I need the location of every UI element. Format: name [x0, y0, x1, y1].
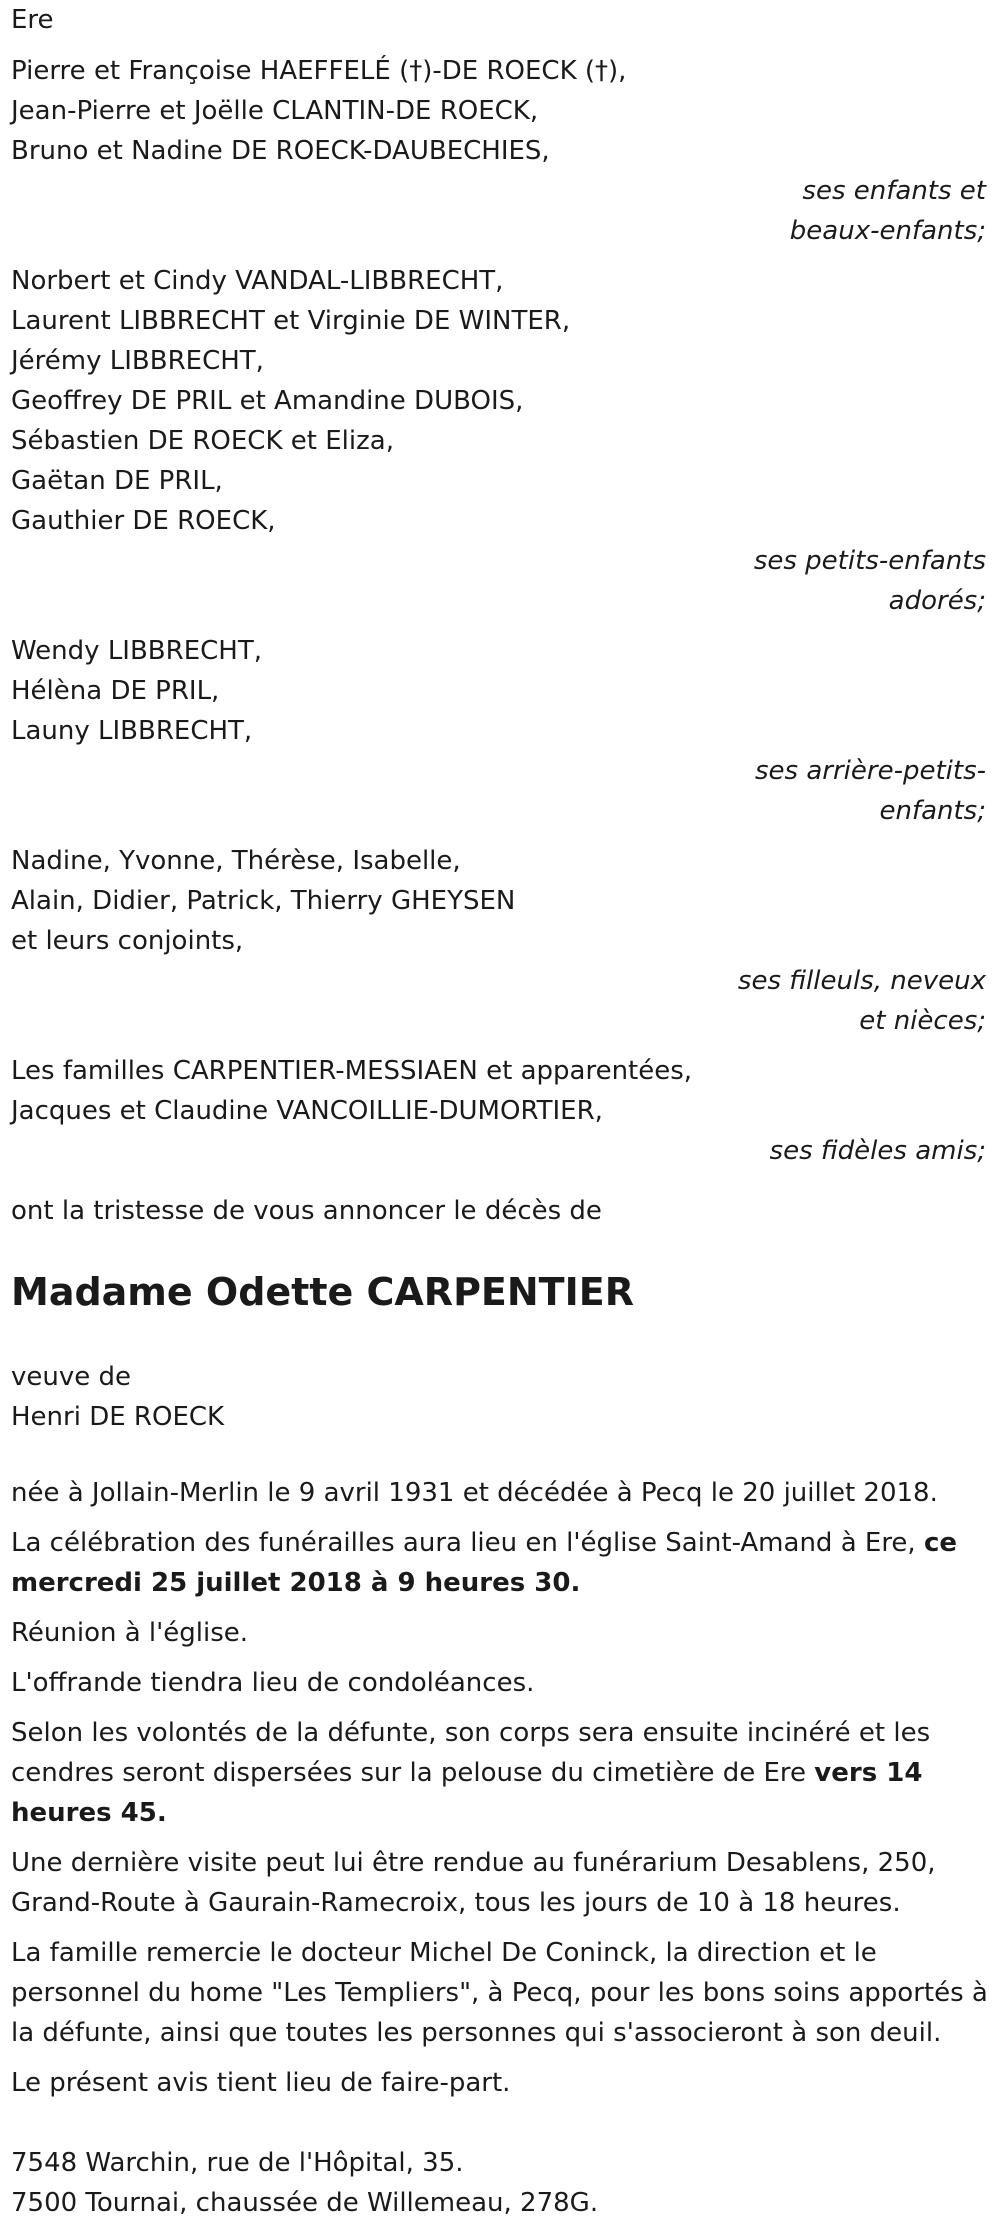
family-name-line: Wendy LIBBRECHT, [11, 636, 262, 666]
address-line: 7548 Warchin, rue de l'Hôpital, 35. [11, 2148, 464, 2178]
relation-label: ses enfants et beaux-enfants; [789, 176, 986, 246]
family-name-line: Launy LIBBRECHT, [11, 716, 253, 746]
family-group-friends [11, 1051, 989, 1171]
family-group-children [11, 51, 989, 251]
family-name-line: Jacques et Claudine VANCOILLIE-DUMORTIER, [11, 1096, 603, 1126]
family-name-line: Gauthier DE ROECK, [11, 506, 276, 536]
cremation-time: vers 14 heures 45. [11, 1758, 923, 1828]
ceremony-datetime: ce mercredi 25 juillet 2018 à 9 heures 30. [11, 1528, 958, 1598]
place-heading: Ere [11, 5, 54, 35]
notice-paragraph: Le présent avis tient lieu de faire-part. [11, 2068, 511, 2098]
family-name-line: Gaëtan DE PRIL, [11, 466, 223, 496]
ceremony-paragraph: La célébration des funérailles aura lieu en l'église Saint-Amand à Ere, ce mercredi 25 juillet 2018 à 9 heures 30. [11, 1528, 958, 1598]
deceased-name: Madame Odette CARPENTIER [11, 1270, 634, 1314]
offering-paragraph: L'offrande tiendra lieu de condoléances. [11, 1668, 535, 1698]
family-name-line: Jérémy LIBBRECHT, [11, 346, 264, 376]
family-name-line: Bruno et Nadine DE ROECK-DAUBECHIES, [11, 136, 550, 166]
family-name-line: Sébastien DE ROECK et Eliza, [11, 426, 394, 456]
family-group-grandchildren [11, 261, 989, 621]
family-name-line: Alain, Didier, Patrick, Thierry GHEYSEN [11, 886, 516, 916]
family-name-line: Pierre et Françoise HAEFFELÉ (†)-DE ROECK (†), [11, 56, 627, 86]
meeting-paragraph: Réunion à l'église. [11, 1618, 249, 1648]
visit-paragraph: Une dernière visite peut lui être rendue au funérarium Desablens, 250, Grand-Route à Gaurain-Ramecroix, tous les jours de 10 à 18 heures. [11, 1848, 936, 1918]
thanks-paragraph: La famille remercie le docteur Michel De Coninck, la direction et le personnel du home "Les Templiers", à Pecq, pour les bons soins apportés à la défunte, ainsi que toutes les personnes qui s'associeront à son deuil. [11, 1938, 988, 2048]
widow-of-name: Henri DE ROECK [11, 1402, 225, 1432]
family-name-line: Jean-Pierre et Joëlle CLANTIN-DE ROECK, [11, 96, 539, 126]
family-group-godchildren [11, 841, 989, 1041]
announcement-text: ont la tristesse de vous annoncer le décès de [11, 1196, 602, 1226]
family-name-line: Geoffrey DE PRIL et Amandine DUBOIS, [11, 386, 524, 416]
relation-label: ses arrière-petits- enfants; [755, 756, 986, 826]
family-name-line: Nadine, Yvonne, Thérèse, Isabelle, [11, 846, 461, 876]
relation-label: ses fidèles amis; [769, 1136, 986, 1166]
address-line: 7500 Tournai, chaussée de Willemeau, 278G. [11, 2188, 599, 2218]
family-group-great-grandchildren [11, 631, 989, 831]
family-name-line: Hélèna DE PRIL, [11, 676, 220, 706]
relation-label: ses filleuls, neveux et nièces; [737, 966, 986, 1036]
family-name-line: Norbert et Cindy VANDAL-LIBBRECHT, [11, 266, 504, 296]
family-name-line: et leurs conjoints, [11, 926, 244, 956]
family-name-line: Les familles CARPENTIER-MESSIAEN et apparentées, [11, 1056, 693, 1086]
birth-death-paragraph: née à Jollain-Merlin le 9 avril 1931 et décédée à Pecq le 20 juillet 2018. [11, 1478, 938, 1508]
cremation-paragraph: Selon les volontés de la défunte, son corps sera ensuite incinéré et les cendres seront dispersées sur la pelouse du cimetière de Ere vers 14 heures 45. [11, 1718, 931, 1828]
family-name-line: Laurent LIBBRECHT et Virginie DE WINTER, [11, 306, 571, 336]
relation-label: ses petits-enfants adorés; [753, 546, 986, 616]
widow-of-label: veuve de [11, 1362, 132, 1392]
